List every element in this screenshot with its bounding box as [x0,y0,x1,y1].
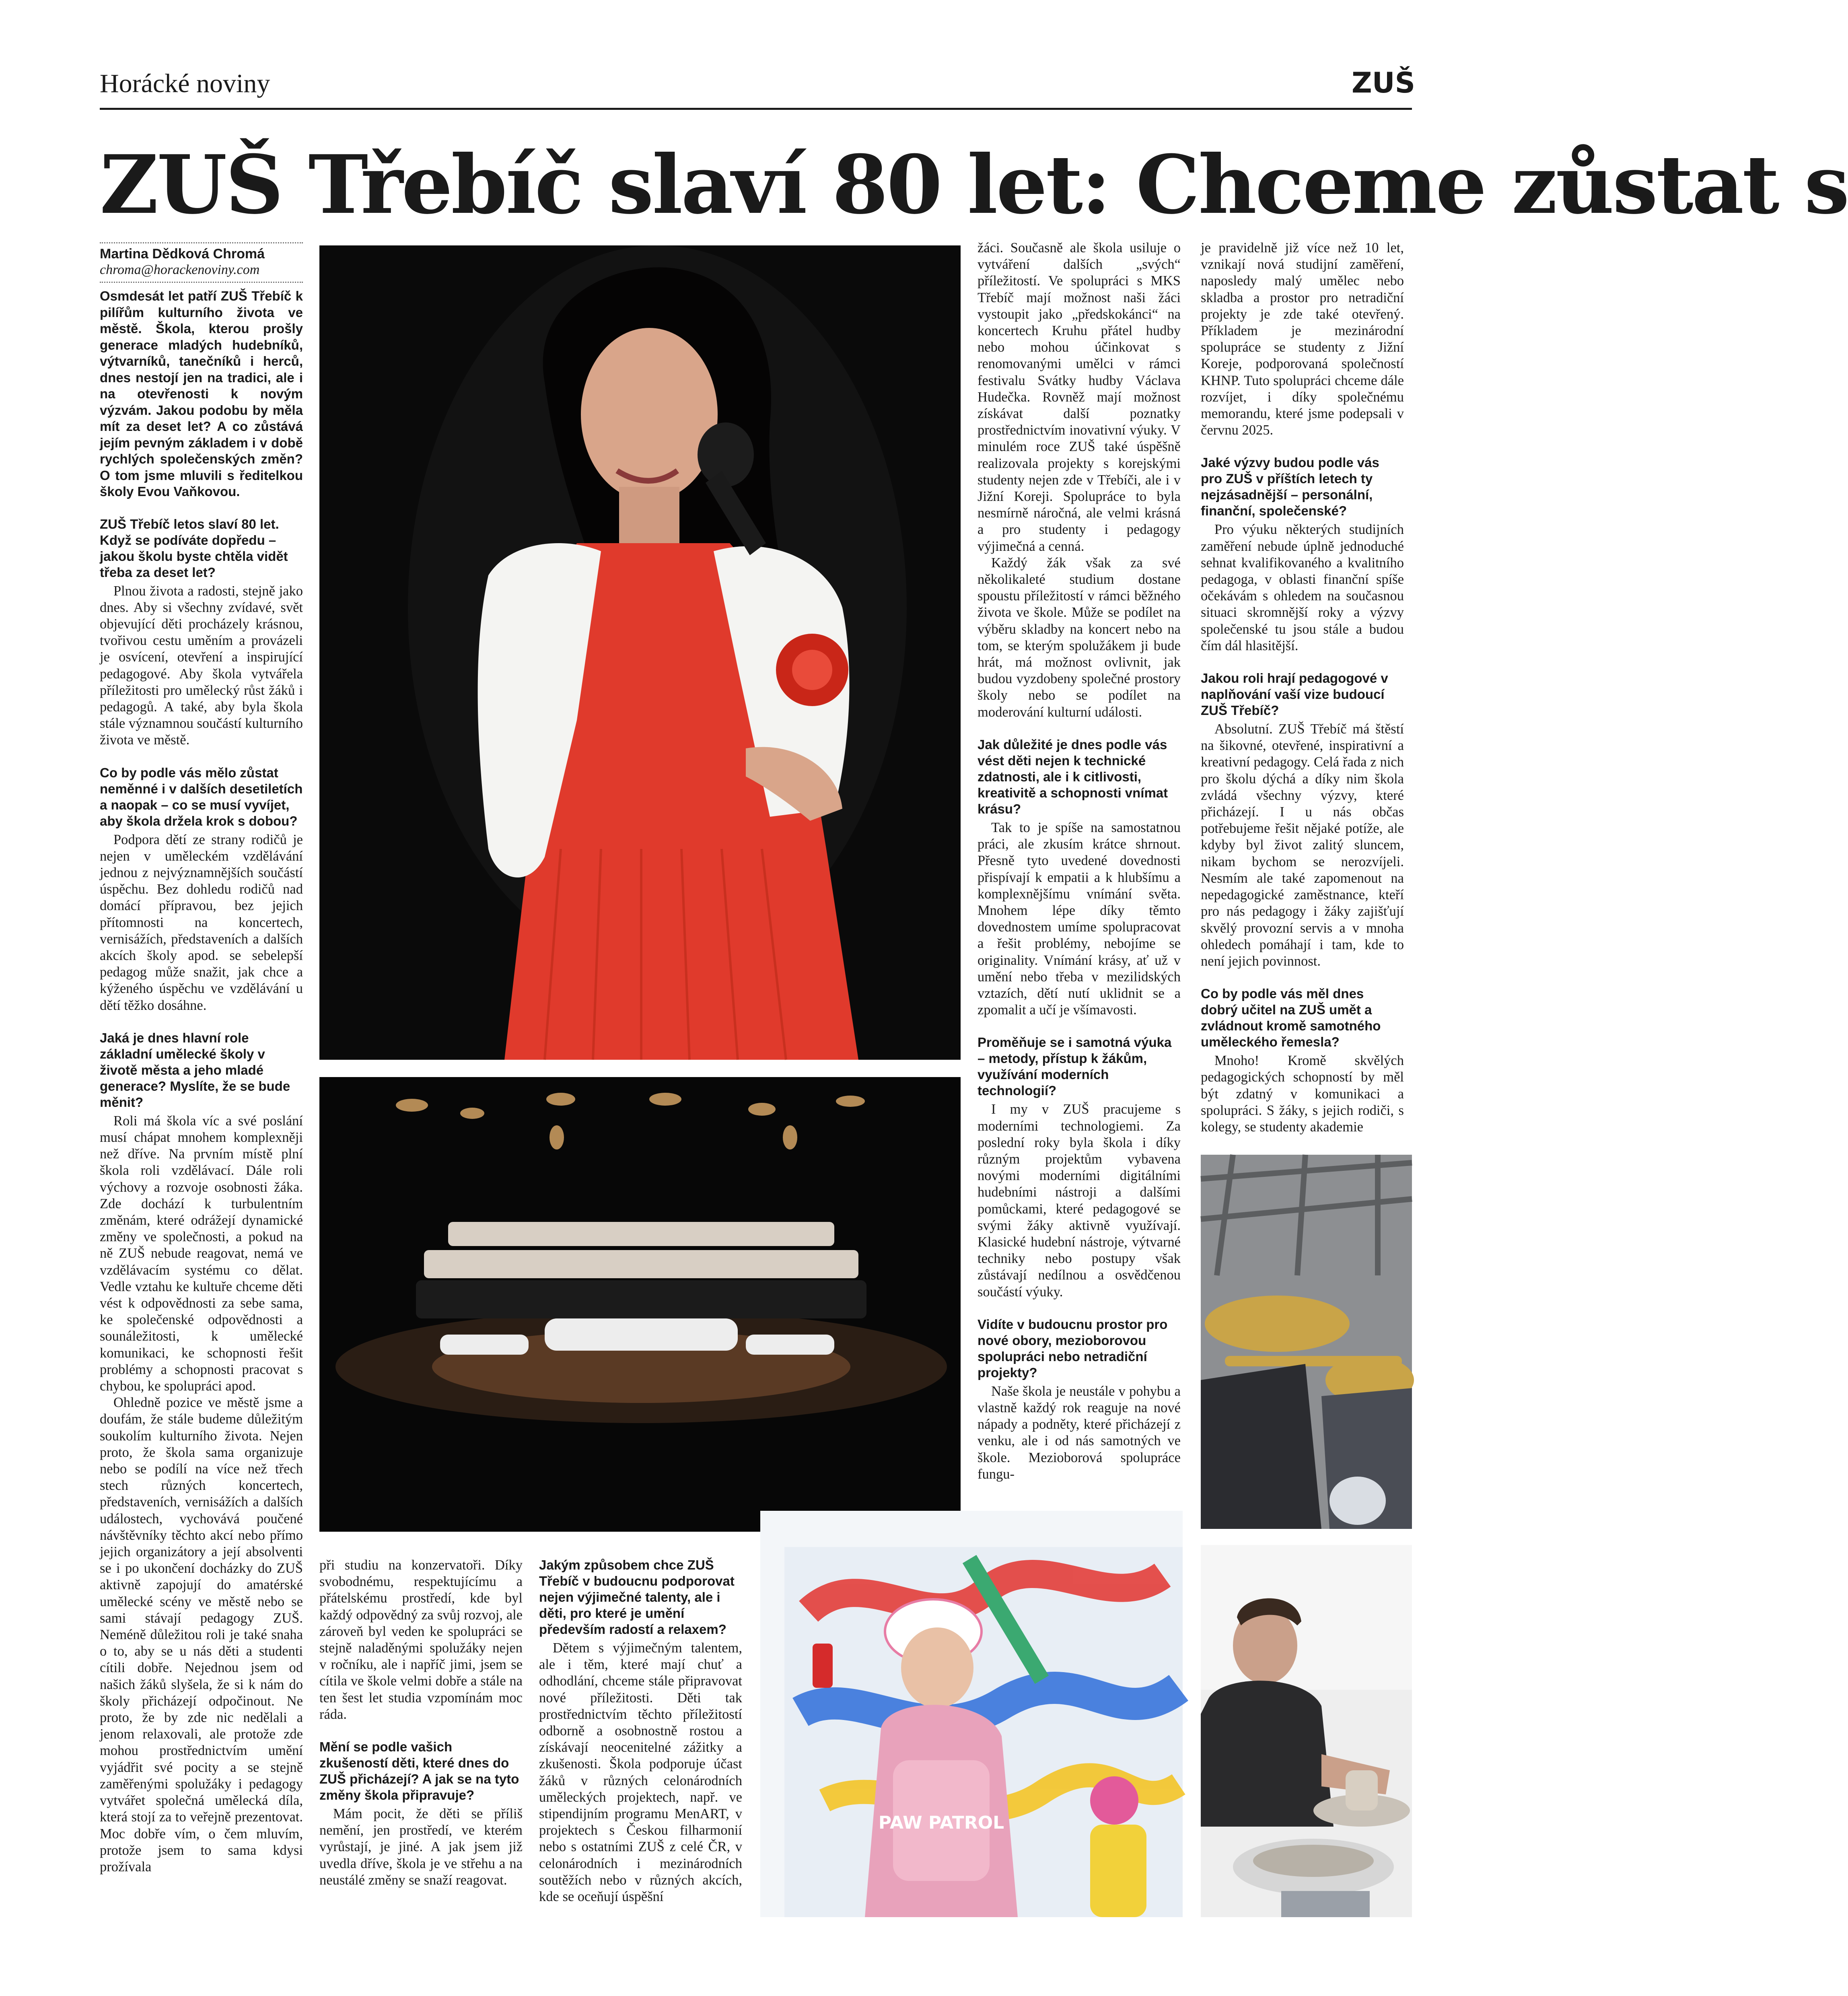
question-7: Proměňuje se i samotná výuka – metody, přístup k žákům, využívání moderních technologií? [978,1035,1172,1098]
answer-11: Mnoho! Kromě skvělých pedagogických schopností by měl být zdatný v komunikaci a spolupráci. S žáky, s jejich rodiči, s kolegy, se studenty akademie [1201,1053,1404,1135]
answer-3b: Ohledně pozice ve městě jsme a doufám, že stále budeme důležitým soukolím kulturního života. Nejen proto, že škola sama organizuje nebo se podílí na více než třech stech různých koncertech, představeních, vernisážích a dalších událostech, vychovává poučené návštěvníky těchto akcí nebo přímo jejich organizátory a její absolventi se i po ukončení docházky do ZUŠ aktivně zapojují do amatérské umělecké scény ve městě nebo se sami stávají pedagogy ZUŠ. Neméně důležitou roli je také snaha o to, aby se u nás děti a studenti cítili dobře. Nejednou jsem od našich žáků slyšela, že si k nám do školy přicházejí odpočinout. Ne proto, že by zde nic nedělali a jenom relaxovali, ale protože zde mohou prostřednictvím umění vyjádřit své pocity a se stejně zaměřenými spolužáky i pedagogy vytvářet společná umělecká díla, která stojí za to veřejně prezentovat. Moc dobře vím, o čem mluvím, protože jsem to sama kdysi prožívala [100,1395,303,1874]
column-1 [100,288,303,1938]
question-11: Co by podle vás měl dnes dobrý učitel na ZUŠ umět a zvládnout kromě samotného uměleckého řemesla? [1201,986,1381,1050]
byline-rule-bottom [100,282,303,283]
byline-rule-top [100,242,303,243]
question-10: Jakou roli hrají pedagogové v naplňování vaší vize budoucí ZUŠ Třebíč? [1201,671,1388,718]
question-5: Jakým způsobem chce ZUŠ Třebíč v budoucnu podporovat nejen výjimečné talenty, ale i děti, pro které je umění především radostí a relaxem? [539,1557,735,1637]
byline-author: Martina Dědková Chromá [100,246,265,262]
answer-1: Plnou života a radosti, stejně jako dnes. Aby si všechny zvídavé, svět objevující děti procházely krásnou, tvořivou cestu uměním a provázeli je osvícení, otevření a inspirující pedagogové. Aby škola vytvářela příležitosti pro umělecký růst žáků i pedagogů. A také, aby byla škola stále významnou součástí kulturního života ve městě. [100,583,303,748]
column-3-lower [539,1557,742,1967]
section-label: ZUŠ [1352,66,1416,99]
answer-10: Absolutní. ZUŠ Třebíč má štěstí na šikovné, otevřené, inspirativní a kreativní pedagogy. Celá řada z nich pro školu dýchá a díky nim škola zvládá všechny výzvy, které přicházejí. I u nás občas potřebujeme řešit nějaké potíže, ale kdyby byl život zalitý sluncem, nikam bychom se nerozvíjeli. Nesmím ale také zapomenout na nepedagogické zaměstnance, kteří pro nás pedagogy i žáky zajišťují skvělý provozní servis a v mnoha ohledech pomáhají i tam, kde to není jejich povinnost. [1201,721,1404,969]
column-4 [1201,240,1404,1135]
pottery-photo-art [1201,1545,1412,1917]
answer-4: Mám pocit, že děti se příliš nemění, jen prostředí, ve kterém vyrůstají, je jiné. A jak jsem již uvedla dříve, škola je ve střehu a na neustálé změny se snaží reagovat. [319,1806,523,1888]
column-3 [978,240,1181,1495]
backpack-text: PAW PATROL [878,1813,1004,1833]
answer-5c: žáci. Současně ale škola usiluje o vytváření dalších „svých“ příležitostí. Ve spolupráci s MKS Třebíč mají možnost naši žáci vystoupit jako „předskokánci“ na koncertech Kruhu přátel hudby nebo mohou účinkovat s renomovanými umělci v rámci festivalu Svátky hudby Václava Hudečka. Rovněž mají možnost získávat další poznatky prostřednictvím inovativní výuky. V minulém roce ZUŠ také úspěšně realizovala projekty s korejskými studenty nejen zde v Třebíči, ale i v Jižní Koreji. Spolupráce to byla nesmírně náročná, ale velmi krásná a pro studenty i pedagogy výjimečná a cenná. [978,240,1181,554]
answer-7: I my v ZUŠ pracujeme s moderními technologiemi. Za poslední roky byla škola i díky různým projektům vybavena novými moderními digitálními hudebními nástroji a dalšími pomůckami, které pedagogové se svými žáky aktivně využívají. Klasické hudební nástroje, výtvarné techniky nebo postupy však zůstávají nedílnou a osvědčenou součástí výuky. [978,1102,1181,1300]
answer-2: Podpora dětí ze strany rodičů je nejen v uměleckém vzdělávání jednou z nejvýznamnějších součástí úspěchu. Bez dohledu rodičů nad domácí přípravou, bez jejich přítomnosti na koncertech, vernisážích, představeních a dalších akcích školy apod. se sebelepší pedagog může snažit, jak chce a kýženého úspěchu ve vzdělávání u dětí těžko dosáhne. [100,832,303,1013]
answer-8: Naše škola je neustále v pohybu a vlastně každý rok reaguje na nové nápady a podněty, které přicházejí z venku, ale i od nás samotných ve škole. Mezioborová spolupráce fungu- [978,1383,1181,1482]
question-6: Jak důležité je dnes podle vás vést děti nejen k technické zdatnosti, ale i k citlivosti, kreativitě a schopnosti vnímat krásu? [978,737,1168,816]
graffiti-photo [760,1511,1183,1917]
answer-9: Pro výuku některých studijních zaměření nebude úplně jednoduché sehnat kvalifikovaného a kvalitního pedagoga, v oblasti finanční spíše očekávám s ohledem na současnou situaci skromnější roky a výzvy společenské tu jsou stále a budou čím dál hlasitější. [1201,522,1404,653]
article-lead: Osmdesát let patří ZUŠ Třebíč k pilířům kulturního života ve městě. Škola, kterou prošly generace mladých hudebníků, výtvarníků, tanečníků i herců, dnes nestojí jen na tradici, ale i na otevřenosti k novým výzvám. Jakou podobu by měla mít za deset let? A co zůstává jejím pevným základem i v době rychlých společenských změn? O tom jsme mluvili s ředitelkou školy Evou Vaňkovou. [100,288,303,499]
answer-8b: je pravidelně již více než 10 let, vznikají nová studijní zaměření, naposledy malý umělec nebo skladba a prostor pro netradiční projekty je zde také otevřený. Příkladem je mezinárodní spolupráce se studenty z Jižní Koreje, podporovaná společností KHNP. Tuto spolupráci chceme dále rozvíjet, i díky společnému memorandu, které jsme podepsali v červnu 2025. [1201,240,1404,438]
answer-3a: Roli má škola víc a své poslání musí chápat mnohem komplexněji než dříve. Na prvním místě plní škola roli vzdělávací. Dále roli výchovy a rozvoje osobnosti žáka. Zde dochází k turbulentním změnám, které odrážejí dynamické změny ve společnosti, a pokud na ně ZUŠ nebude reagovat, nemá ve vzdělávacím systému co dělat. Vedle vztahu ke kultuře chceme děti vést k odpovědnosti za sebe sama, ke společenské odpovědnosti a sounáležitosti, k umělecké komunikaci, ke schopnosti řešit problémy a schopnosti pracovat s chybou, ke spolupráci apod. [100,1113,303,1394]
concert-photo-art [319,1077,961,1532]
question-3: Jaká je dnes hlavní role základní umělecké školy v životě města a jeho mladé generace? Myslíte, že se bude měnit? [100,1030,290,1110]
answer-3c: při studiu na konzervatoři. Díky svobodnému, respektujícímu a přátelskému prostředí, kde byl každý odpovědný za svůj rozvoj, ale zároveň byl veden ke spolupráci se stejně naladěnými spolužáky nejen v ročníku, ale i napříč jimi, jsem se cítila ve škole velmi dobře a stále na ten šest let studia vzpomínám moc ráda. [319,1557,523,1722]
concert-photo [319,1077,961,1532]
byline-email: chroma@horackenoviny.com [100,262,260,277]
brass-photo [1201,1155,1412,1529]
portrait-photo-art [319,245,961,1060]
answer-5: Dětem s výjimečným talentem, ale i těm, které mají chuť a odhodlání, chceme stále připravovat nové příležitosti. Děti tak prostřednictvím těchto příležitostí odborně a osobnostně rostou a získávají neocenitelné zážitky a zkušenosti. Škola podporuje účast žáků v různých celonárodních uměleckých projektech, např. ve stipendijním programu MenART, v projektech s Českou filharmonií nebo s ostatními ZUŠ z celé ČR, v celonárodních i mezinárodních soutěžích nebo v různých akcích, kde se oceňují úspěšní [539,1640,742,1905]
brass-photo-art [1201,1155,1412,1529]
question-4: Mění se podle vašich zkušeností děti, které dnes do ZUŠ přicházejí? A jak se na tyto změny škola připravuje? [319,1739,519,1803]
answer-5d: Každý žák však za své několikaleté studium dostane spoustu příležitostí v rámci běžného života ve škole. Může se podílet na výběru skladby na koncert nebo na tom, se kterým spolužákem ji bude hrát, má možnost ovlivnit, jak budou vyzdobeny společné prostory školy nebo se podílet na moderování kulturní události. [978,555,1181,720]
pottery-photo [1201,1545,1412,1917]
column-2-continued [319,1557,523,1967]
publication-name: Horácké noviny [100,69,270,98]
graffiti-photo-art [760,1511,1183,1917]
question-8: Vidíte v budoucnu prostor pro nové obory, mezioborovou spolupráci nebo netradiční projekty? [978,1316,1168,1380]
answer-6: Tak to je spíše na samostatnou práci, ale zkusím krátce shrnout. Přesně tyto uvedené dovednosti přispívají k empatii a k hlubšímu a komplexnějšímu vnímání světa. Mnohem lépe díky těmto dovednostem umíme spolupracovat a řešit problémy, nebojíme se originality. Vnímání krásy, ať už v umění nebo třeba v mezilidských vztazích, dětí nutí uklidnit se a zpomalit a učí je všímavosti. [978,820,1181,1018]
question-2: Co by podle vás mělo zůstat neměnné i v dalších desetiletích a naopak – co se musí vyvíjet, aby škola držela krok s dobou? [100,765,303,828]
headline: ZUŠ Třebíč slaví 80 let: Chceme zůstat s [100,138,1848,232]
question-1: ZUŠ Třebíč letos slaví 80 let. Když se podíváte dopředu – jakou školu byste chtěla vidět třeba za deset let? [100,516,288,580]
question-9: Jaké výzvy budou podle vás pro ZUŠ v příštích letech ty nejzásadnější – personální, finanční, společenské? [1201,455,1379,519]
portrait-photo [319,245,961,1060]
header-rule [100,108,1412,110]
